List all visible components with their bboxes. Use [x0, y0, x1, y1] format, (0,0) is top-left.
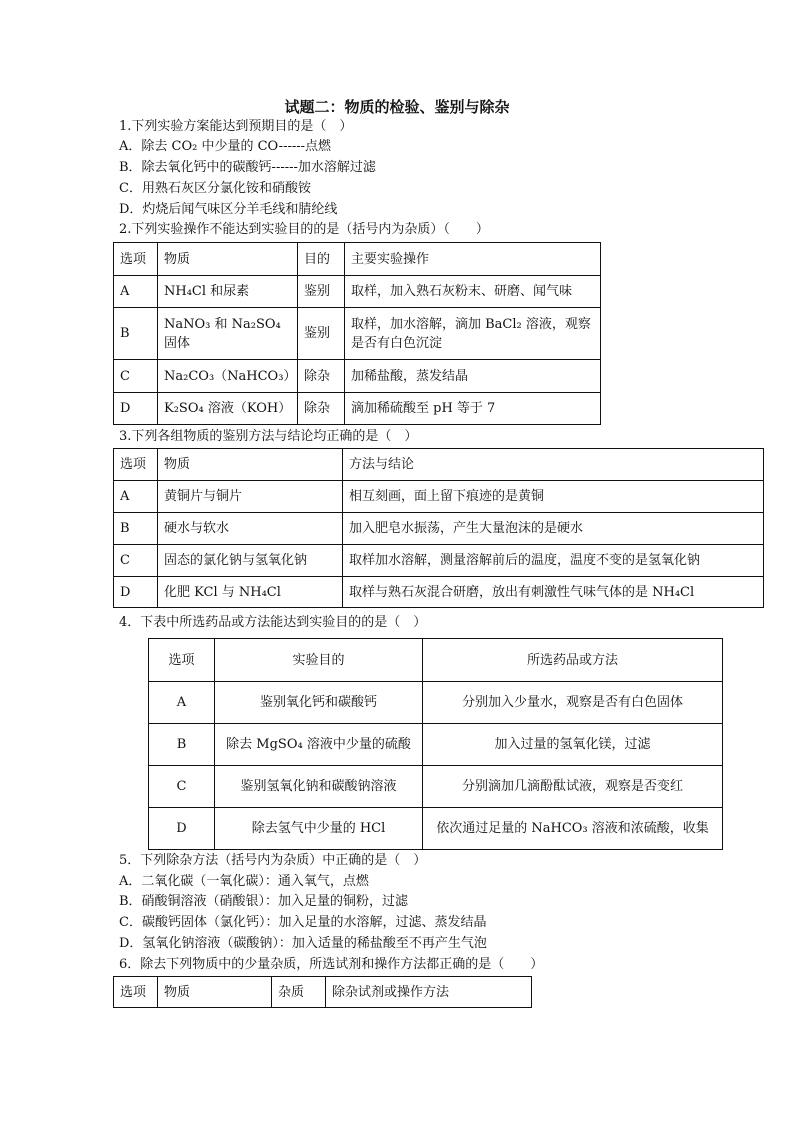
- table-cell: 鉴别氧化钙和碳酸钙: [215, 682, 423, 724]
- table-header-cell: 目的: [298, 243, 345, 276]
- table-cell: 取样与熟石灰混合研磨，放出有刺激性气味气体的是 NH₄Cl: [343, 577, 764, 608]
- table-cell: D: [114, 393, 158, 425]
- table-header-cell: 选项: [149, 639, 215, 682]
- table-row: [114, 393, 601, 425]
- table-cell: 取样加水溶解，测量溶解前后的温度，温度不变的是氢氧化钠: [343, 545, 764, 577]
- table-cell: 除杂: [298, 393, 345, 425]
- table-cell: NaNO₃ 和 Na₂SO₄ 固体: [158, 308, 298, 360]
- table-header-row: [114, 449, 764, 481]
- table-cell: 除去 MgSO₄ 溶液中少量的硫酸: [215, 724, 423, 766]
- table-cell: C: [114, 545, 158, 577]
- table-header-row: [114, 243, 601, 276]
- q5-option-a: A．二氧化碳（一氧化碳）：通入氧气，点燃: [119, 874, 369, 889]
- table-cell: K₂SO₄ 溶液（KOH）: [158, 393, 298, 425]
- table-cell: 鉴别: [298, 308, 345, 360]
- table-row: [114, 276, 601, 308]
- table-row: [149, 766, 723, 808]
- table-cell: 固态的氯化钠与氢氧化钠: [158, 545, 343, 577]
- table-header-row: [114, 977, 532, 1008]
- q5-option-c: C．碳酸钙固体（氯化钙）：加入足量的水溶解，过滤、蒸发结晶: [119, 915, 487, 930]
- q6-stem: 6．除去下列物质中的少量杂质，所选试剂和操作方法都正确的是（ ）: [119, 957, 544, 972]
- table-cell: D: [149, 808, 215, 850]
- table-cell: C: [114, 360, 158, 393]
- q3-table: [113, 448, 764, 608]
- table-header-cell: 方法与结论: [343, 449, 764, 481]
- table-header-cell: 物质: [158, 977, 272, 1008]
- table-header-cell: 实验目的: [215, 639, 423, 682]
- q1-stem: 1.下列实验方案能达到预期目的是（ ）: [119, 119, 353, 134]
- page-title: 试题二：物质的检验、鉴别与除杂: [284, 98, 510, 116]
- table-header-cell: 除杂试剂或操作方法: [326, 977, 532, 1008]
- table-row: [114, 545, 764, 577]
- table-cell: A: [114, 276, 158, 308]
- table-row: [114, 513, 764, 545]
- q5-stem: 5．下列除杂方法（括号内为杂质）中正确的是（ ）: [119, 853, 427, 868]
- q2-stem: 2.下列实验操作不能达到实验目的的是（括号内为杂质）（ ）: [119, 222, 489, 237]
- table-header-cell: 所选药品或方法: [423, 639, 723, 682]
- table-cell: 滴加稀硫酸至 pH 等于 7: [345, 393, 601, 425]
- table-cell: 加入过量的氢氧化镁，过滤: [423, 724, 723, 766]
- table-cell: D: [114, 577, 158, 608]
- table-cell: 分别加入少量水，观察是否有白色固体: [423, 682, 723, 724]
- q1-option-a: A．除去 CO₂ 中少量的 CO------点燃: [119, 139, 332, 154]
- table-cell: 除去氢气中少量的 HCl: [215, 808, 423, 850]
- table-header-cell: 选项: [114, 449, 158, 481]
- table-cell: 依次通过足量的 NaHCO₃ 溶液和浓硫酸，收集: [423, 808, 723, 850]
- table-header-cell: 物质: [158, 243, 298, 276]
- q6-table: [113, 976, 532, 1008]
- table-header-cell: 选项: [114, 243, 158, 276]
- q3-stem: 3.下列各组物质的鉴别方法与结论均正确的是（ ）: [119, 429, 418, 444]
- table-cell: 加稀盐酸，蒸发结晶: [345, 360, 601, 393]
- table-cell: 取样，加水溶解，滴加 BaCl₂ 溶液，观察是否有白色沉淀: [345, 308, 601, 360]
- table-cell: Na₂CO₃（NaHCO₃）: [158, 360, 298, 393]
- table-header-cell: 选项: [114, 977, 158, 1008]
- q1-option-d: D．灼烧后闻气味区分羊毛线和腈纶线: [119, 202, 338, 217]
- table-row: [149, 724, 723, 766]
- table-header-cell: 杂质: [272, 977, 326, 1008]
- table-cell: 鉴别: [298, 276, 345, 308]
- table-row: [114, 308, 601, 360]
- table-cell: B: [149, 724, 215, 766]
- q2-table: [113, 242, 601, 425]
- table-row: [114, 481, 764, 513]
- q5-option-b: B．硝酸铜溶液（硝酸银）：加入足量的铜粉，过滤: [119, 894, 409, 909]
- table-cell: 黄铜片与铜片: [158, 481, 343, 513]
- table-cell: NH₄Cl 和尿素: [158, 276, 298, 308]
- table-cell: 硬水与软水: [158, 513, 343, 545]
- table-cell: B: [114, 308, 158, 360]
- q5-option-d: D．氢氧化钠溶液（碳酸钠）：加入适量的稀盐酸至不再产生气泡: [119, 936, 487, 951]
- table-cell: A: [114, 481, 158, 513]
- table-cell: 相互刻画，面上留下痕迹的是黄铜: [343, 481, 764, 513]
- table-cell: C: [149, 766, 215, 808]
- table-cell: 加入肥皂水振荡，产生大量泡沫的是硬水: [343, 513, 764, 545]
- table-header-cell: 物质: [158, 449, 343, 481]
- q1-option-b: B．除去氧化钙中的碳酸钙------加水溶解过滤: [119, 160, 376, 175]
- q4-stem: 4．下表中所选药品或方法能达到实验目的的是（ ）: [119, 615, 427, 630]
- table-row: [114, 360, 601, 393]
- table-row: [114, 577, 764, 608]
- table-cell: 鉴别氢氧化钠和碳酸钠溶液: [215, 766, 423, 808]
- table-cell: 分别滴加几滴酚酞试液，观察是否变红: [423, 766, 723, 808]
- table-header-row: [149, 639, 723, 682]
- table-row: [149, 808, 723, 850]
- q4-table: [148, 638, 723, 850]
- q1-option-c: C．用熟石灰区分氯化铵和硝酸铵: [119, 181, 311, 196]
- table-header-cell: 主要实验操作: [345, 243, 601, 276]
- table-cell: B: [114, 513, 158, 545]
- table-row: [149, 682, 723, 724]
- table-cell: 除杂: [298, 360, 345, 393]
- table-cell: 取样，加入熟石灰粉末、研磨、闻气味: [345, 276, 601, 308]
- table-cell: 化肥 KCl 与 NH₄Cl: [158, 577, 343, 608]
- table-cell: A: [149, 682, 215, 724]
